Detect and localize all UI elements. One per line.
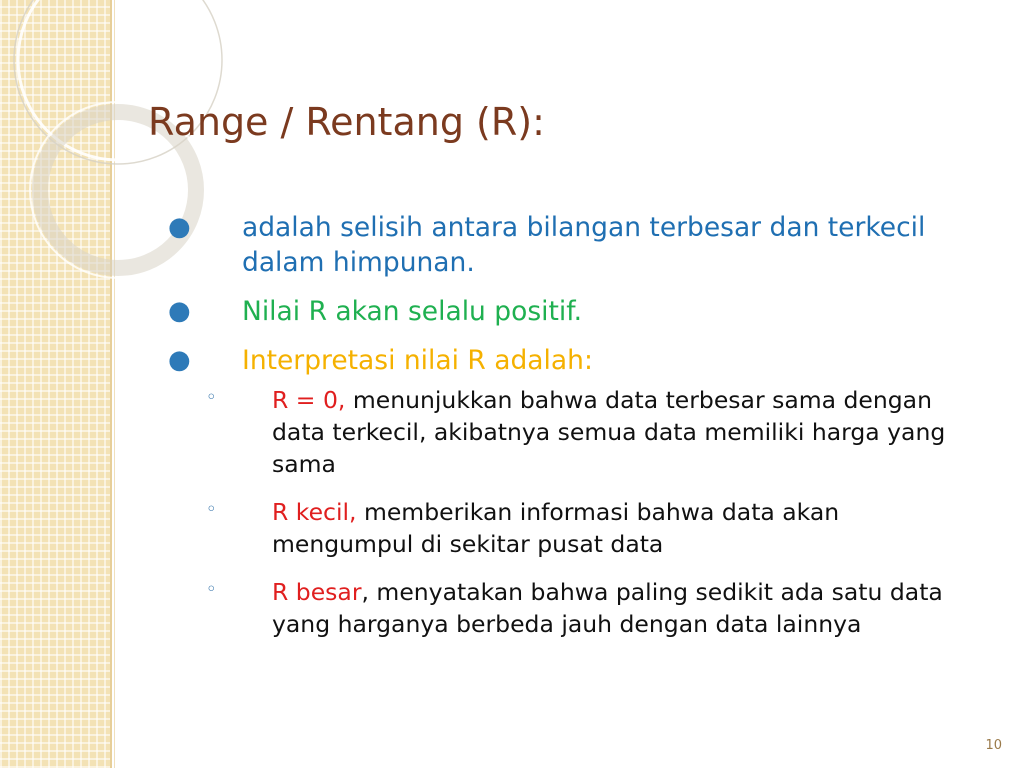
slide-content: [168, 210, 988, 656]
bullet-text: Interpretasi nilai R adalah:: [242, 345, 593, 376]
bullet-text: Nilai R akan selalu positif.: [242, 296, 583, 327]
sub-bullet-lead: R = 0,: [272, 386, 346, 414]
sub-bullet-lead: R besar: [272, 578, 362, 606]
sub-bullet-text: menunjukkan bahwa data terbesar sama dengan data terkecil, akibatnya semua data memiliki harga yang sama: [272, 386, 946, 478]
bullet-item-positive: [168, 294, 988, 329]
sub-bullet-lead: R kecil,: [272, 498, 357, 526]
hollow-circle-bullet-icon: ◦: [206, 387, 217, 408]
sub-bullet-r-large: [168, 576, 962, 640]
bullet-text: adalah selisih antara bilangan terbesar dan terkecil dalam himpunan.: [242, 212, 926, 278]
sub-bullet-r-zero: [168, 384, 962, 480]
filled-circle-bullet-icon: ●: [168, 345, 191, 375]
slide-title: Range / Rentang (R):: [148, 100, 545, 144]
hollow-circle-bullet-icon: ◦: [206, 499, 217, 520]
sub-bullet-r-small: [168, 496, 962, 560]
page-number: 10: [985, 738, 1002, 753]
sub-bullet-text: , menyatakan bahwa paling sedikit ada satu data yang harganya berbeda jauh dengan data lainnya: [272, 578, 943, 638]
filled-circle-bullet-icon: ●: [168, 296, 191, 326]
filled-circle-bullet-icon: ●: [168, 212, 191, 242]
hollow-circle-bullet-icon: ◦: [206, 579, 217, 600]
sub-bullet-text: memberikan informasi bahwa data akan mengumpul di sekitar pusat data: [272, 498, 840, 558]
bullet-item-definition: [168, 210, 988, 280]
bullet-item-interpretation: [168, 343, 988, 378]
